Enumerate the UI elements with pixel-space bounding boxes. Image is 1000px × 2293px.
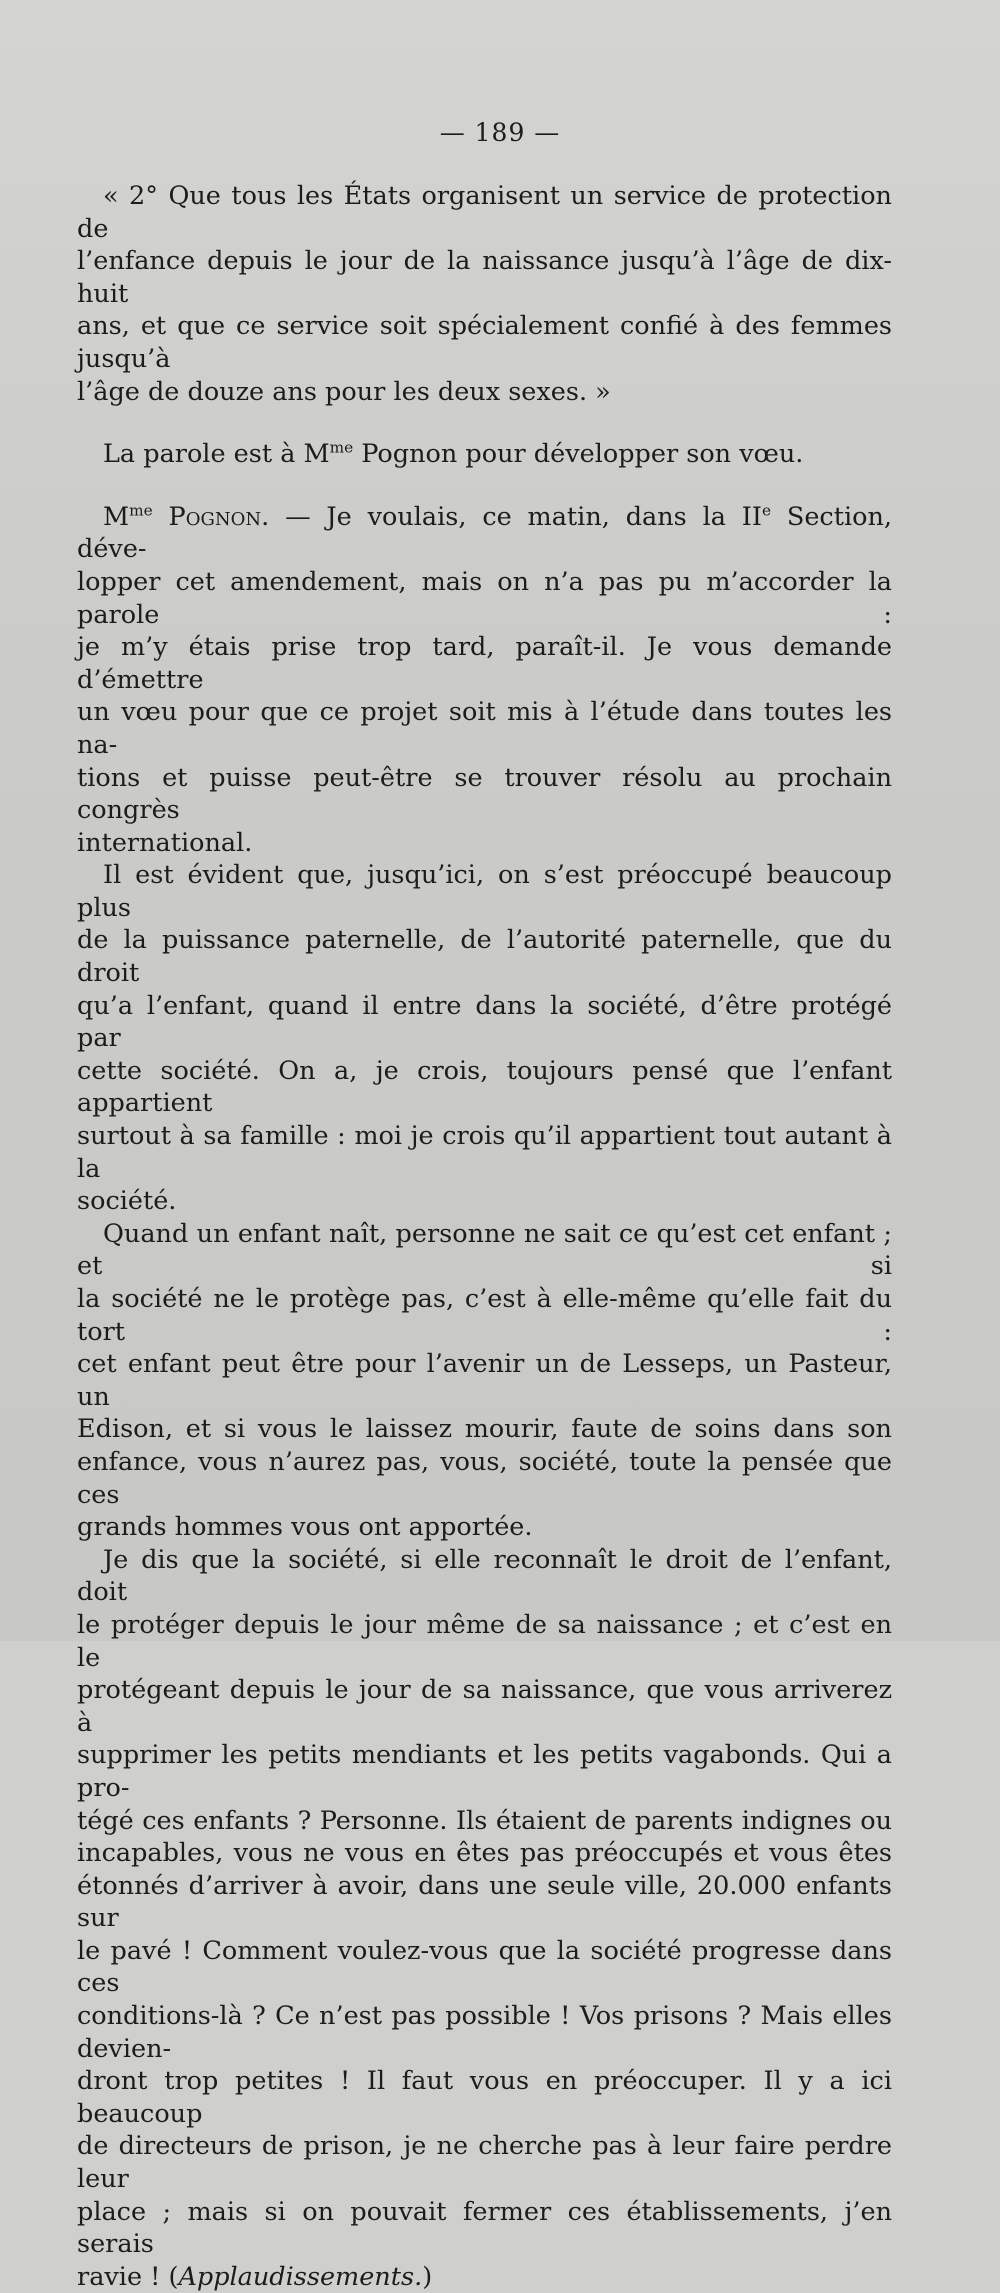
text-line: place ; mais si on pouvait fermer ces établissements, j’en serais	[77, 2196, 892, 2260]
text-line: Je dis que la société, si elle reconnaît le droit de l’enfant, doit	[77, 1544, 892, 1608]
text-line: $M^{me}$ Pognon. — Je voulais, ce matin, dans la IIe Section, déve-	[77, 501, 892, 565]
text-line: La parole est à $M^{me}$ Pognon pour développer son vœu.	[103, 438, 804, 470]
text-line: cet enfant peut être pour l’avenir un de Lesseps, un Pasteur, un	[77, 1349, 892, 1412]
text-line: dront trop petites ! Il faut vous en préoccuper. Il y a ici beaucoup	[77, 2066, 892, 2129]
text-line: tions et puisse peut-être se trouver résolu au prochain congrès	[77, 762, 892, 826]
text-line: ans, et que ce service soit spécialement confié à des femmes jusqu’à	[77, 311, 892, 374]
paragraph-resolution	[77, 180, 892, 408]
paragraph-society-duty	[77, 1544, 892, 2293]
paragraph-child-born	[77, 1218, 892, 1544]
body-text	[77, 180, 892, 2293]
paragraph-pognon-intro	[77, 501, 892, 860]
text-line: international.	[77, 827, 253, 858]
text-line: lopper cet amendement, mais on n’a pas pu m’accorder la parole :	[77, 566, 892, 630]
text-line: qu’a l’enfant, quand il entre dans la société, d’être protégé par	[77, 990, 892, 1054]
text-line: l’âge de douze ans pour les deux sexes. »	[77, 376, 611, 407]
text-line: un vœu pour que ce projet soit mis à l’étude dans toutes les na-	[77, 697, 892, 760]
text-line: étonnés d’arriver à avoir, dans une seule ville, 20.000 enfants sur	[77, 1870, 892, 1934]
text-line: « 2° Que tous les États organisent un service de protection de	[77, 181, 892, 244]
text-line: société.	[77, 1186, 177, 1217]
text-line: de directeurs de prison, je ne cherche pas à leur faire perdre leur	[77, 2131, 892, 2195]
text-line: le pavé ! Comment voulez-vous que la société progresse dans ces	[77, 1935, 892, 1999]
text-line: grands hommes vous ont apportée.	[77, 1512, 533, 1543]
text-line: tégé ces enfants ? Personne. Ils étaient de parents indignes ou	[77, 1805, 892, 1836]
text-line: supprimer les petits mendiants et les petits vagabonds. Qui a pro-	[77, 1740, 892, 1803]
text-line: la société ne le protège pas, c’est à elle-même qu’elle fait du tort :	[77, 1284, 892, 1347]
text-line: Il est évident que, jusqu’ici, on s’est préoccupé beaucoup plus	[77, 860, 892, 923]
text-line: je m’y étais prise trop tard, paraît-il. Je vous demande d’émettre	[77, 632, 892, 695]
paragraph-paternal-authority	[77, 859, 892, 1218]
text-line: cette société. On a, je crois, toujours pensé que l’enfant appartient	[77, 1055, 892, 1119]
text-line: le protéger depuis le jour même de sa naissance ; et c’est en le	[77, 1609, 892, 1673]
text-line: surtout à sa famille : moi je crois qu’il appartient tout autant à la	[77, 1121, 892, 1184]
text-line: ravie ! (Applaudissements.)	[77, 2261, 433, 2292]
text-line: Edison, et si vous le laissez mourir, faute de soins dans son	[77, 1414, 892, 1445]
page-number: — 189 —	[439, 118, 561, 147]
text-line: protégeant depuis le jour de sa naissance, que vous arriverez à	[77, 1675, 892, 1738]
text-line: l’enfance depuis le jour de la naissance jusqu’à l’âge de dix-huit	[77, 246, 892, 309]
text-line: enfance, vous n’aurez pas, vous, société, toute la pensée que ces	[77, 1446, 892, 1510]
text-line: de la puissance paternelle, de l’autorité paternelle, que du droit	[77, 925, 892, 989]
text-line: incapables, vous ne vous en êtes pas préoccupés et vous êtes	[77, 1838, 892, 1869]
paragraph-floor-given	[77, 438, 892, 471]
text-line: Quand un enfant naît, personne ne sait ce qu’est cet enfant ; et si	[77, 1218, 892, 1282]
text-line: conditions-là ? Ce n’est pas possible ! Vos prisons ? Mais elles devien-	[77, 2001, 892, 2064]
